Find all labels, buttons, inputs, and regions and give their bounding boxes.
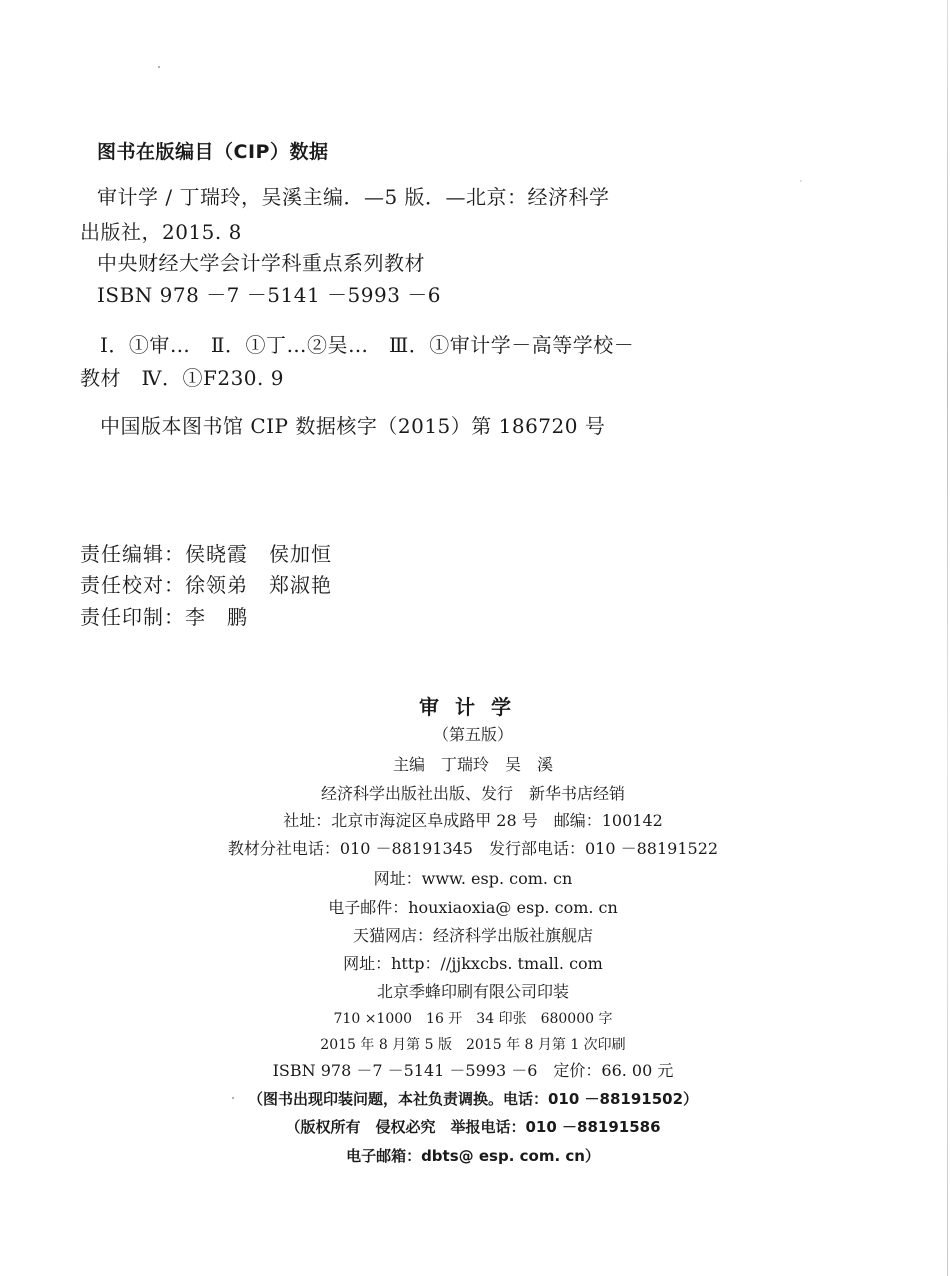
colophon-edition: （第五版） [432, 725, 513, 744]
colophon-email: 电子邮件：houxiaoxia@ esp. com. cn [328, 898, 618, 917]
colophon-publisher: 经济科学出版社出版、发行 新华书店经销 [320, 784, 625, 803]
colophon-tmall-url: 网址：http：//jjkxcbs. tmall. com [343, 954, 603, 973]
scan-speck [800, 180, 802, 182]
colophon-website: 网址：www. esp. com. cn [373, 869, 573, 888]
cip-line-record-number: 中国版本图书馆 CIP 数据核字（2015）第 186720 号 [100, 414, 606, 438]
cip-heading: 图书在版编目（CIP）数据 [97, 141, 329, 163]
colophon-address: 社址：北京市海淀区阜成路甲 28 号 邮编：100142 [283, 811, 663, 830]
colophon-notice-replacement: （图书出现印装问题，本社负责调换。电话：010 －88191502） [247, 1090, 699, 1108]
colophon-printer: 北京季蜂印刷有限公司印装 [376, 982, 569, 1001]
colophon-notice-copyright: （版权所有 侵权必究 举报电话：010 －88191586 [285, 1118, 661, 1136]
colophon-phones: 教材分社电话：010 －88191345 发行部电话：010 －88191522 [227, 839, 719, 858]
scan-edge-line [947, 0, 948, 1276]
colophon-isbn-price: ISBN 978 －7 －5141 －5993 －6 定价：66. 00 元 [272, 1061, 674, 1080]
colophon-specs: 710 ×1000 16 开 34 印张 680000 字 [333, 1011, 613, 1027]
cip-line-publisher: 出版社，2015. 8 [80, 220, 242, 244]
scan-speck [232, 1097, 234, 1099]
colophon-title: 审计学 [419, 695, 527, 719]
credit-printing: 责任印制：李 鹏 [80, 605, 248, 629]
colophon-tmall-store: 天猫网店：经济科学出版社旗舰店 [352, 926, 593, 945]
credit-editor: 责任编辑：侯晓霞 侯加恒 [80, 542, 332, 566]
colophon-authors: 主编 丁瑞玲 吴 溪 [392, 755, 553, 774]
colophon-print-dates: 2015 年 8 月第 5 版 2015 年 8 月第 1 次印刷 [320, 1037, 626, 1053]
cip-line-series: 中央财经大学会计学科重点系列教材 [97, 251, 425, 275]
scan-speck [158, 66, 160, 68]
credit-proofreader: 责任校对：徐领弟 郑淑艳 [80, 573, 332, 597]
cip-line-classification-2: 教材 Ⅳ．①F230. 9 [80, 366, 284, 390]
cip-line-title: 审计学 / 丁瑞玲，吴溪主编．—5 版．—北京：经济科学 [97, 185, 610, 209]
cip-line-classification-1: Ⅰ．①审… Ⅱ．①丁…②吴… Ⅲ．①审计学－高等学校－ [100, 333, 635, 357]
colophon-notice-email: 电子邮箱：dbts@ esp. com. cn） [346, 1147, 600, 1165]
cip-line-isbn: ISBN 978 －7 －5141 －5993 －6 [97, 283, 442, 307]
